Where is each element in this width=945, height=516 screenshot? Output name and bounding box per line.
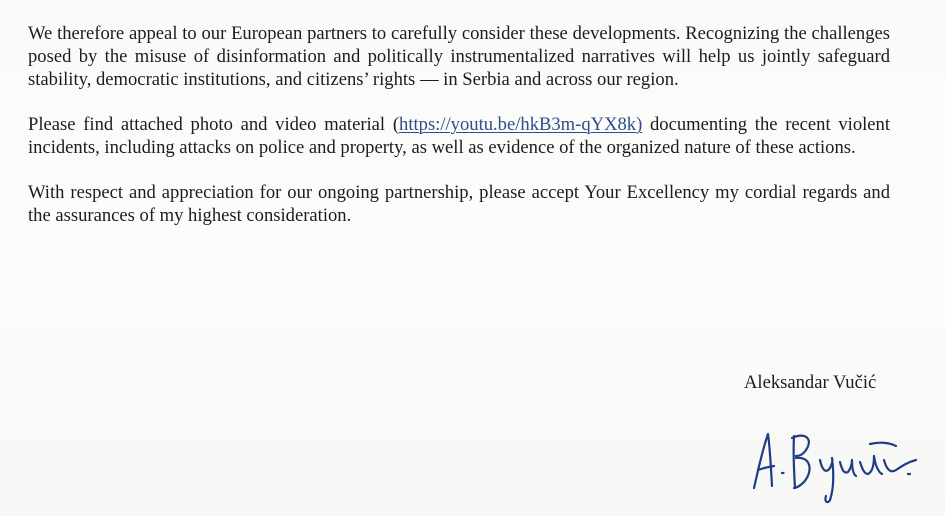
handwritten-signature	[748, 426, 923, 506]
letter-body	[28, 22, 890, 249]
paragraph-appeal: We therefore appeal to our European partners to carefully consider these developments. Recognizing the challenges posed by the misuse of disinformation and politically instrumentalized narratives will help us jointly safeguard stability, democratic institutions, and citizens’ rights — in Serbia and across our region.	[28, 23, 890, 90]
paragraph-attachment	[28, 113, 890, 159]
attachment-text-start: Please find attached photo and video material (	[28, 114, 400, 135]
video-link[interactable]: https://youtu.be/hkB3m-qYX8k)	[399, 114, 643, 135]
signer-name: Aleksandar Vučić	[744, 372, 877, 393]
paragraph-closing: With respect and appreciation for our ongoing partnership, please accept Your Excellency my cordial regards and the assurances of my highest consideration.	[28, 182, 890, 226]
attachment-text-end: documenting the recent violent incidents, including attacks on police and property, as well as evidence of the organized nature of these actions.	[28, 114, 890, 158]
